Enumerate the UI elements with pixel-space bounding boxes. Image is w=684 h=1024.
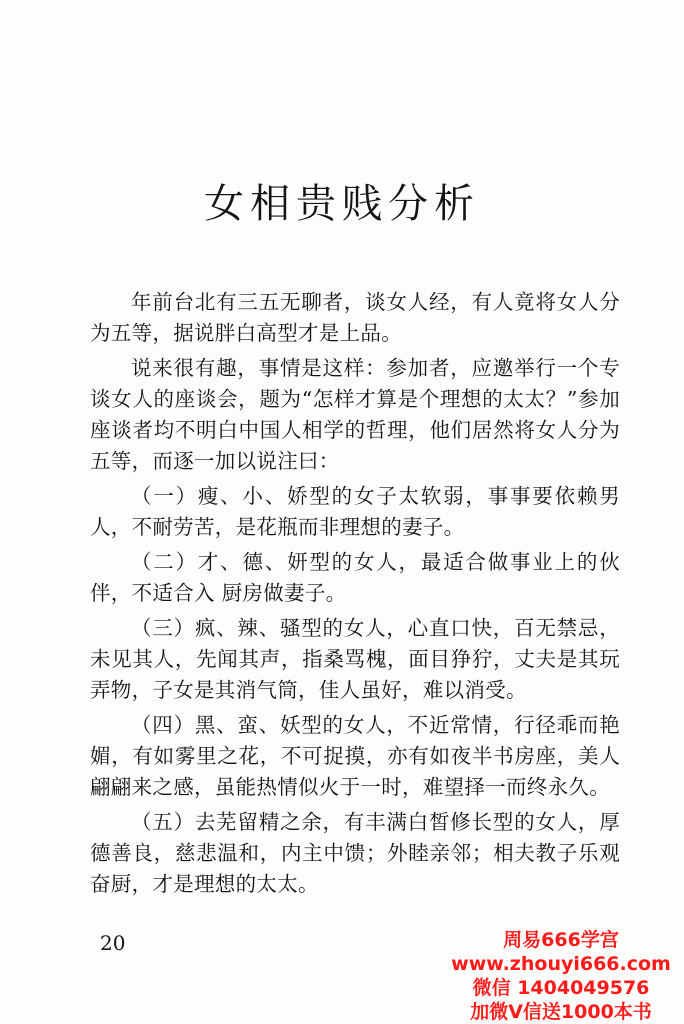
- paragraph: （五）去芜留精之余，有丰满白皙修长型的女人，厚德善良，慈悲温和，内主中馈；外睦亲邻；相夫教子乐观奋厨，才是理想的太太。: [90, 810, 620, 896]
- paragraph: （二）才、德、妍型的女人，最适合做事业上的伙伴，不适合入 厨房做妻子。: [90, 550, 620, 605]
- paragraph: 年前台北有三五无聊者，谈女人经，有人竟将女人分为五等，据说胖白高型才是上品。: [90, 290, 620, 345]
- watermark-line: 微信 1404049576: [472, 977, 650, 999]
- paragraph: （三）疯、辣、骚型的女人，心直口快，百无禁忌，未见其人，先闻其声，指桑骂槐，面目狰狞，丈夫是其玩弄物，子女是其消气筒，佳人虽好，难以消受。: [90, 616, 620, 702]
- paragraph: （一）瘦、小、娇型的女子太软弱，事事要依赖男人，不耐劳苦，是花瓶而非理想的妻子。: [90, 484, 620, 539]
- paragraph: 说来很有趣，事情是这样：参加者，应邀举行一个专谈女人的座谈会，题为“怎样才算是个理想的太太？”参加座谈者均不明白中国人相学的哲理，他们居然将女人分为五等，而逐一加以说注曰：: [90, 356, 620, 473]
- watermark-url: www.zhouyi666.com: [451, 953, 671, 975]
- body-text: [90, 287, 620, 900]
- page-title: 女相贵贱分析: [204, 181, 480, 227]
- watermark: [450, 928, 672, 1024]
- paragraph: （四）黑、蛮、妖型的女人，不近常情，行径乖而艳媚，有如雾里之花，不可捉摸，亦有如夜半书房座，美人翩翩来之感，虽能热情似火于一时，难望择一而终永久。: [90, 713, 620, 799]
- page-number: 20: [100, 931, 126, 955]
- watermark-line: 加微V信送1000本书: [470, 1001, 652, 1023]
- watermark-line: 周易666学宫: [503, 929, 619, 951]
